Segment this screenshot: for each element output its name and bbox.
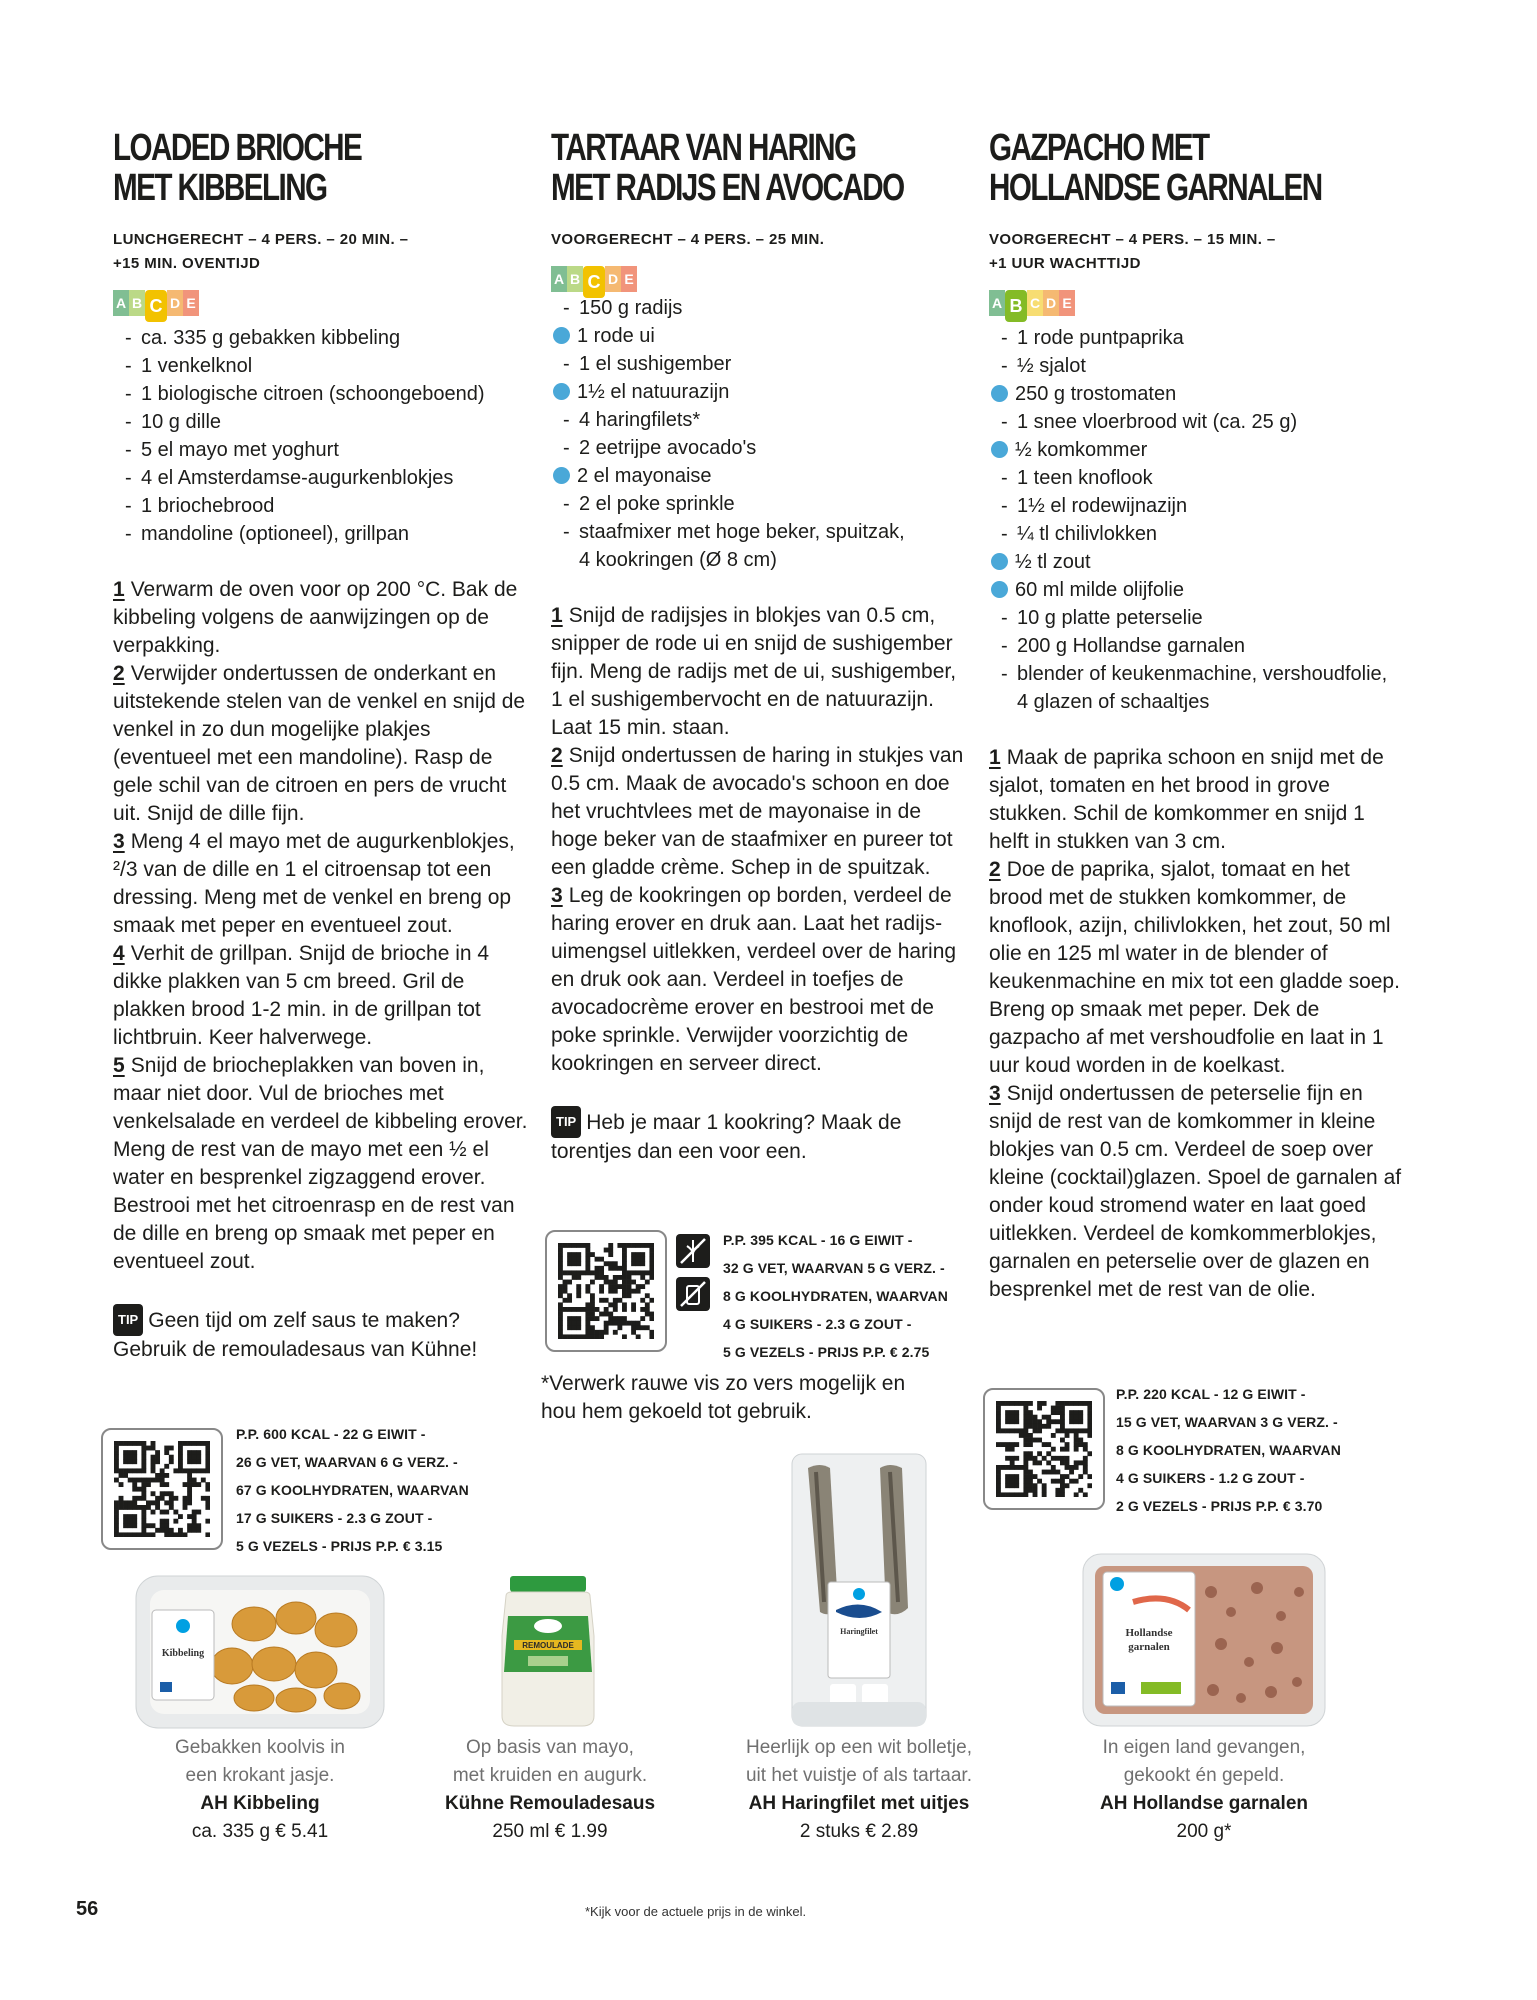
ingredient-text: 2 el mayonaise [577,465,712,487]
bullet-dash: - [1001,355,1008,377]
svg-text:REMOULADE: REMOULADE [522,1641,574,1650]
bullet-dash: - [1001,663,1008,685]
bullet-dash: - [1001,607,1008,629]
ingredient-item [113,436,533,464]
ingredient-text: 1½ el natuurazijn [577,381,730,403]
ingredient-list [989,324,1409,716]
bullet-dash: - [563,409,570,431]
ingredient-text: 250 g trostomaten [1015,383,1177,405]
method-step [551,742,971,882]
bullet-dash: - [1001,523,1008,545]
step-number: 2 [989,858,1001,881]
pantry-icon [991,385,1008,402]
ingredient-item [989,492,1409,520]
step-number: 4 [113,942,125,965]
ingredient-text: ½ komkommer [1015,439,1148,461]
ingredient-text: 10 g dille [141,411,222,433]
svg-text:Kibbeling: Kibbeling [161,1648,205,1659]
bullet-dash: - [1001,635,1008,657]
ingredient-item [989,352,1409,380]
step-text: Snijd de briocheplakken van boven in, maar niet door. Vul de brioches met venkelsalade en verdeel de kibbeling erover. Meng de rest van de mayo met een ½ el water en besprenkel zigzaggend erover. Bestrooi met het citroenrasp en de rest van de dille en breng op smaak met peper en eventueel zout. [113,1054,528,1273]
ingredient-list [113,324,533,548]
ingredient-item [551,546,971,574]
product-image-garnalen [1081,1552,1327,1728]
bullet-dash: - [563,521,570,543]
method-step [551,882,971,1078]
ingredient-item [989,324,1409,352]
step-number: 1 [113,578,125,601]
ingredient-item [113,408,533,436]
ingredient-text: 4 el Amsterdamse-augurkenblokjes [141,467,454,489]
step-number: 5 [113,1054,125,1077]
ingredient-text: 1 el sushigember [579,353,732,375]
ingredient-text: 5 el mayo met yoghurt [141,439,339,461]
method-step [113,576,533,660]
ingredient-text: ½ sjalot [1017,355,1086,377]
ingredient-text: 2 el poke sprinkle [579,493,735,515]
bullet-dash: - [1001,495,1008,517]
bullet-dash: - [125,383,132,405]
pantry-icon [991,441,1008,458]
bullet-dash: - [125,523,132,545]
ingredient-item [989,660,1409,688]
qr-code-icon [114,1441,210,1537]
ingredient-text: 2 eetrijpe avocado's [579,437,757,459]
nutri-score-c: C [145,290,167,322]
ingredient-item [551,490,971,518]
step-number: 1 [989,746,1001,769]
bullet-dash: - [125,411,132,433]
recipe-title: LOADED BRIOCHE MET KIBBELING [113,127,362,209]
bullet-dash: - [125,495,132,517]
step-text: Snijd de radijsjes in blokjes van 0.5 cm, snipper de rode ui en snijd de sushigember fijn. Meng de radijs met de ui, sushigember, 1 el sushigembervocht en de natuurazijn. Laat 15 min. staan. [551,604,957,739]
step-number: 2 [113,662,125,685]
recipe-loaded-brioche [113,128,533,1364]
ingredient-text: 4 glazen of schaaltjes [1017,691,1210,713]
method-step [989,1080,1409,1304]
ingredient-item [113,352,533,380]
method-step [113,660,533,828]
svg-text:Haringfilet: Haringfilet [840,1627,878,1636]
nutri-score-c: C [583,266,605,298]
footnote: *Kijk voor de actuele prijs in de winkel. [585,1904,807,1919]
ingredient-text: ½ tl zout [1015,551,1091,573]
fish-note: *Verwerk rauwe vis zo vers mogelijk en hou hem gekoeld tot gebruik. [541,1372,906,1423]
ingredient-item [989,604,1409,632]
recipe-tartaar-haring [551,128,971,1166]
gluten-free-icon [676,1234,710,1268]
ingredient-text: 4 kookringen (Ø 8 cm) [579,549,777,571]
nutri-score-d: D [1043,290,1059,316]
ingredient-text: 200 g Hollandse garnalen [1017,635,1245,657]
pantry-icon [991,553,1008,570]
nutri-score [113,290,533,322]
product-image-kibbeling [134,1574,386,1730]
bullet-dash: - [125,355,132,377]
ingredient-text: 1 rode ui [577,325,655,347]
bullet-dash: - [563,437,570,459]
product-image-remouladesaus [498,1576,598,1728]
ingredient-item [113,324,533,352]
nutri-score-e: E [183,290,199,316]
qr-code-icon [996,1401,1092,1497]
pantry-icon [553,467,570,484]
nutri-score-a: A [989,290,1005,316]
bullet-dash: - [563,353,570,375]
nutri-score-d: D [167,290,183,316]
nutri-score-e: E [621,266,637,292]
step-text: Verwijder ondertussen de onderkant en uitstekende stelen van de venkel en snijd de venkel in zo dun mogelijke plakjes (eventueel met een mandoline). Rasp de gele schil van de citroen en pers de vrucht uit. Snijd de dille fijn. [113,662,526,825]
method-steps [551,602,971,1078]
nutrition-facts: P.P. 395 KCAL - 16 G EIWIT - 32 G VET, WAARVAN 5 G VERZ. - 8 G KOOLHYDRATEN, WAARVAN 4 G SUIKERS - 2.3 G ZOUT - 5 G VEZELS - PRIJS P.P. € 2.75 [723,1232,948,1360]
step-text: Snijd ondertussen de peterselie fijn en snijd de rest van de komkommer in kleine blokjes van 0.5 cm. Verdeel de soep over kleine (cocktail)glazen. Spoel de garnalen af onder koud stromend water en laat goed uitlekken. Verdeel de komkommerblokjes, garnalen en peterselie over de glazen en besprenkel met de rest van de olie. [989,1082,1402,1301]
ingredient-text: staafmixer met hoge beker, spuitzak, [579,521,905,543]
bullet-dash: - [1001,411,1008,433]
method-step [113,828,533,940]
ingredient-item [989,380,1409,408]
ingredient-text: 1 rode puntpaprika [1017,327,1184,349]
bullet-dash: - [563,493,570,515]
ingredient-item [551,406,971,434]
pantry-icon [991,581,1008,598]
tip: TIP Geen tijd om zelf saus te maken? Gebruik de remouladesaus van Kühne! [113,1304,533,1364]
ingredient-text: ¼ tl chilivlokken [1017,523,1158,545]
ingredient-item [989,464,1409,492]
ingredient-item [989,688,1409,716]
ingredient-item [551,322,971,350]
ingredient-item [113,380,533,408]
qr-code[interactable] [545,1230,667,1352]
qr-code-icon [558,1243,654,1339]
bullet-dash: - [563,297,570,319]
product-garnalen: In eigen land gevangen, gekookt én gepeld. AH Hollandse garnalen 200 g* [1100,1737,1308,1842]
ingredient-item [989,576,1409,604]
ingredient-text: blender of keukenmachine, vershoudfolie, [1017,663,1388,685]
pantry-icon [553,383,570,400]
bullet-dash: - [125,327,132,349]
step-text: Verwarm de oven voor op 200 °C. Bak de kibbeling volgens de aanwijzingen op de verpakking. [113,578,518,657]
nutri-score-e: E [1059,290,1075,316]
ingredient-text: 1 briochebrood [141,495,275,517]
ingredient-item [989,408,1409,436]
ingredient-list [551,294,971,574]
step-text: Meng 4 el mayo met de augurkenblokjes, ²/3 van de dille en 1 el citroensap tot een dressing. Meng met de venkel en breng op smaak met peper en eventueel zout. [113,830,515,937]
page-number: 56 [76,1898,99,1920]
step-text: Snijd ondertussen de haring in stukjes van 0.5 cm. Maak de avocado's schoon en doe het vruchtvlees met de mayonaise in de hoge beker van de staafmixer en pureer tot een gladde crème. Schep in de spuitzak. [551,744,964,879]
bullet-dash: - [125,467,132,489]
method-steps [113,576,533,1276]
pantry-icon [553,327,570,344]
step-number: 3 [989,1082,1001,1105]
ingredient-item [989,548,1409,576]
qr-code[interactable] [983,1388,1105,1510]
step-number: 3 [551,884,563,907]
ingredient-item [551,462,971,490]
ingredient-text: 60 ml milde olijfolie [1015,579,1184,601]
method-steps [989,744,1409,1304]
ingredient-item [989,632,1409,660]
ingredient-text: mandoline (optioneel), grillpan [141,523,409,545]
recipe-meta: VOORGERECHT – 4 PERS. – 15 MIN. – +1 UUR WACHTTIJD [989,231,1276,272]
product-kibbeling: Gebakken koolvis in een krokant jasje. AH Kibbeling ca. 335 g € 5.41 [174,1737,346,1842]
nutri-score-a: A [551,266,567,292]
ingredient-text: 150 g radijs [579,297,683,319]
ingredient-item [551,350,971,378]
ingredient-item [113,520,533,548]
product-haringfilet: Heerlijk op een wit bolletje, uit het vuistje of als tartaar. AH Haringfilet met uitjes 2 stuks € 2.89 [745,1737,972,1842]
method-step [989,856,1409,1080]
recipe-title: GAZPACHO MET HOLLANDSE GARNALEN [989,127,1322,209]
step-text: Leg de kookringen op borden, verdeel de haring erover en druk aan. Laat het radijs-uimengsel uitlekken, verdeel over de haring en druk ook aan. Verdeel in toefjes de avocadocrème erover en bestrooi met de poke sprinkle. Verwijder voorzichtig de kookringen en serveer direct. [551,884,957,1075]
step-number: 3 [113,830,125,853]
bullet-dash: - [125,439,132,461]
step-number: 2 [551,744,563,767]
bullet-dash: - [1001,467,1008,489]
step-text: Doe de paprika, sjalot, tomaat en het brood met de stukken komkommer, de knoflook, azijn, chilivlokken, het zout, 50 ml olie en 125 ml water in de blender of keukenmachine en mix tot een gladde soep. Breng op smaak met peper. Dek de gazpacho af met vershoudfolie en laat in 1 uur koud worden in de koelkast. [989,858,1400,1077]
nutri-score-c: C [1027,290,1043,316]
nutri-score-b: B [1005,290,1027,322]
product-remouladesaus: Op basis van mayo, met kruiden en augurk. Kühne Remouladesaus 250 ml € 1.99 [444,1737,656,1842]
ingredient-text: 1 snee vloerbrood wit (ca. 25 g) [1017,411,1298,433]
ingredient-text: 10 g platte peterselie [1017,607,1203,629]
nutrition-facts: P.P. 220 KCAL - 12 G EIWIT - 15 G VET, WAARVAN 3 G VERZ. - 8 G KOOLHYDRATEN, WAARVAN 4 G SUIKERS - 1.2 G ZOUT - 2 G VEZELS - PRIJS P.P. € 3.70 [1116,1386,1341,1514]
bullet-dash: - [1001,327,1008,349]
method-step [113,1052,533,1276]
svg-text:garnalen: garnalen [1128,1641,1170,1653]
method-step [989,744,1409,856]
nutri-score-d: D [605,266,621,292]
tip: TIP Heb je maar 1 kookring? Maak de torentjes dan een voor een. [551,1106,971,1166]
product-image-haringfilet [790,1452,928,1728]
ingredient-item [551,378,971,406]
step-number: 1 [551,604,563,627]
ingredient-item [113,464,533,492]
ingredient-item [551,294,971,322]
ingredient-item [551,434,971,462]
method-step [551,602,971,742]
nutri-score-a: A [113,290,129,316]
recipe-meta: LUNCHGERECHT – 4 PERS. – 20 MIN. – +15 MIN. OVENTIJD [113,231,409,272]
svg-text:Hollandse: Hollandse [1125,1627,1173,1639]
nutri-score-b: B [567,266,583,292]
recipe-meta: VOORGERECHT – 4 PERS. – 25 MIN. [551,231,825,248]
ingredient-text: 1 venkelknol [141,355,253,377]
step-text: Verhit de grillpan. Snijd de brioche in 4 dikke plakken van 5 cm breed. Gril de plakken brood 1-2 min. in de grillpan tot lichtbruin. Keer halverwege. [113,942,490,1049]
ingredient-text: 1 biologische citroen (schoongeboend) [141,383,485,405]
ingredient-item [989,436,1409,464]
ingredient-text: 1 teen knoflook [1017,467,1153,489]
nutri-score [989,290,1409,322]
recipe-title: TARTAAR VAN HARING MET RADIJS EN AVOCADO [551,127,904,209]
qr-code[interactable] [101,1428,223,1550]
ingredient-text: ca. 335 g gebakken kibbeling [141,327,401,349]
nutri-score-b: B [129,290,145,316]
step-text: Maak de paprika schoon en snijd met de sjalot, tomaten en het brood in grove stukken. Schil de komkommer en snijd 1 helft in stukken van 3 cm. [989,746,1384,853]
ingredient-item [989,520,1409,548]
recipe-gazpacho [989,128,1409,1304]
ingredient-item [113,492,533,520]
ingredient-item [551,518,971,546]
ingredient-text: 1½ el rodewijnazijn [1017,495,1188,517]
lactose-free-icon [676,1277,710,1311]
ingredient-text: 4 haringfilets* [579,409,701,431]
method-step [113,940,533,1052]
nutrition-facts: P.P. 600 KCAL - 22 G EIWIT - 26 G VET, WAARVAN 6 G VERZ. - 67 G KOOLHYDRATEN, WAARVAN 17 G SUIKERS - 2.3 G ZOUT - 5 G VEZELS - PRIJS P.P. € 3.15 [236,1426,469,1554]
